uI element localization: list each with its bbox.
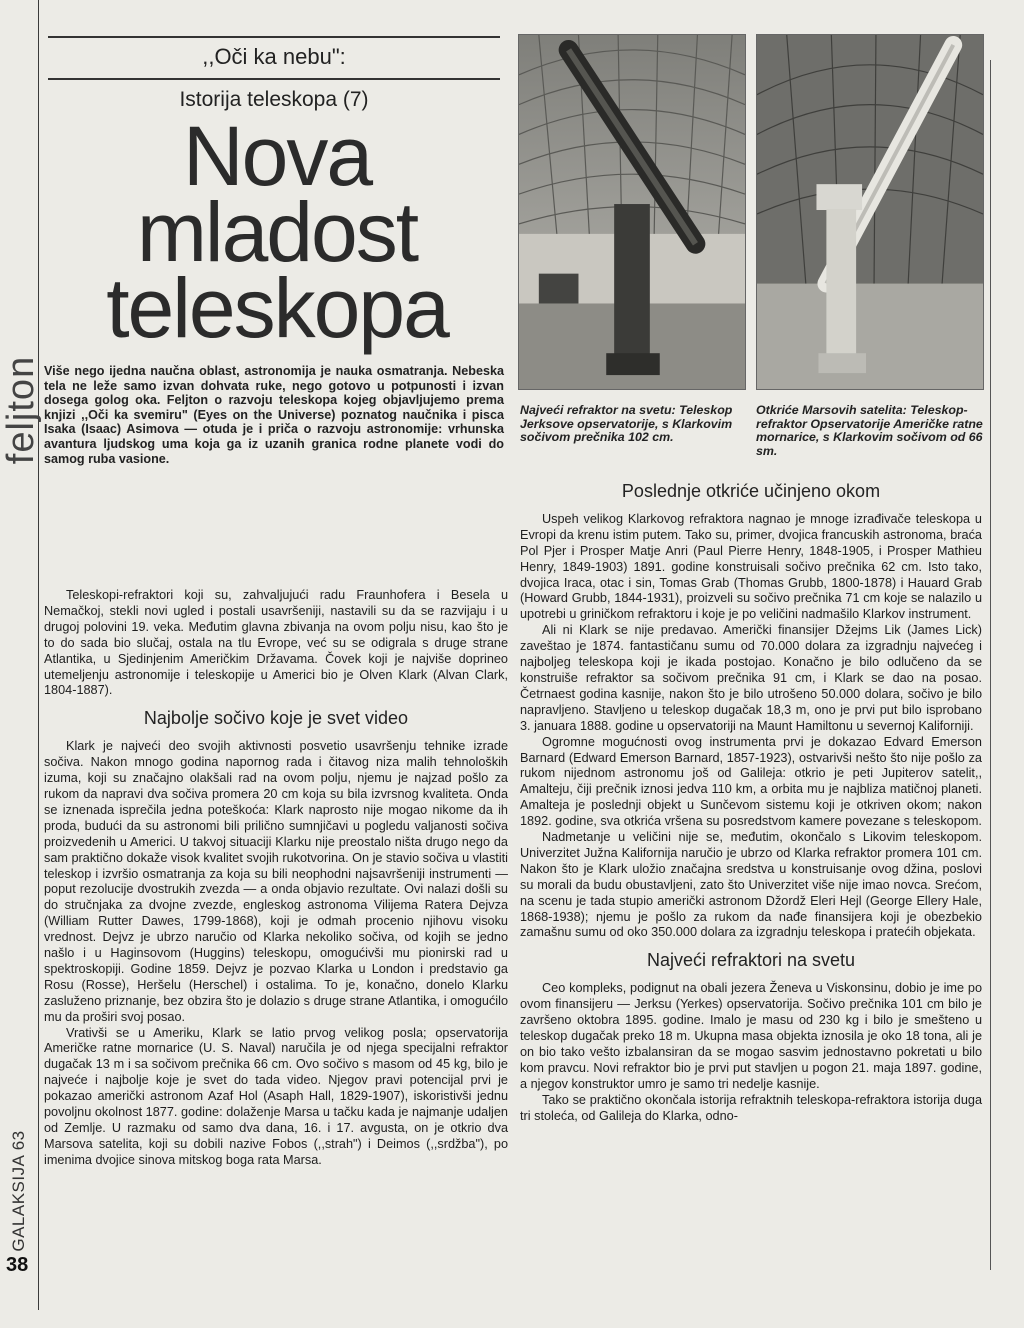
- left-paragraph-3: Vrativši se u Ameriku, Klark se latio prvog velikog posla; opservatorija Američke ratne mornarice (U. S. Naval) naručila je od njega specijalni refraktor dugačak 13 m i sa sočivom prečnika 66 cm. Ovo sočivo s masom od 45 kg, bilo je najveće i najbolje koje je svet do tada video. Njegov pravi potencijal prvi je pokazao američki astronom Azaf Hol (Asaph Hall, 1829-1907), iskoristivši jednu povoljnu okolnost 1877. godine: dolaženje Marsa u tačku kada je najmanje udaljen od Zemlje. U razmaku od samo dva dana, 16. i 17. avgusta, on je otkrio dva Marsova satelita, koji su dobili nazive Fobos (,,strah") i Deimos (,,srdžba"), po imenima dvojice sinova mitskog boga rata Marsa.: [44, 1025, 508, 1167]
- headline-line-2: mladost: [136, 185, 418, 279]
- lede-paragraph: Više nego ijedna naučna oblast, astronomija je nauka osmatranja. Nebeska tela ne leže samo izvan dohvata ruke, nego gotovo u potpunosti i izvan dosega golog oka. Feljton o razvoju teleskopa kojeg objavljujemo prema knjizi ,,Oči ka svemiru" (Eyes on the Universe) poznatog naučnika i pisca Isaka (Isaac) Asimova — otuda je i priča o razvoju astronomije: vrhunska avantura ljudskog uma koja ga iz uzanih granica rodne planete vodi do samog ruba vasione.: [44, 364, 504, 466]
- photo-naval-telescope: [756, 34, 984, 390]
- right-paragraph-1: Uspeh velikog Klarkovog refraktora nagnao je mnoge izrađivače teleskopa u Evropi da krenu istim putem. Tako su, primer, dvojica francuskih astronoma, braća Pol Pjer i Prosper Matje Anri (Paul Pierre Henry, 1848-1905, i Prosper Mathieu Henry, 1849-1903) 1891. godine konstruisali sočivo prečnika 62 cm. Isto tako, dvojica Iraca, otac i sin, Tomas Grab (Thomas Grubb, 1800-1878) i Hauard Grab (Howard Grubb, 1844-1931), proizveli su sočivo prečnika 71 cm koje se nalazilo u upotrebi u griničkom refraktoru i koje je po veličini nadmašilo Klarkov instrument.: [520, 511, 982, 622]
- subhead-best-lens: Najbolje sočivo koje je svet video: [143, 708, 409, 729]
- headline-line-1: Nova: [182, 109, 372, 203]
- photo-caption-naval: Otkriće Marsovih satelita: Teleskop-refraktor Opservatorije Američke ratne mornarice, s Klarkovim sočivom od 66 sm.: [756, 403, 983, 458]
- right-column: [520, 478, 982, 1124]
- yerkes-telescope-image: [519, 35, 745, 389]
- naval-telescope-image: [757, 35, 983, 389]
- right-margin-rule: [990, 60, 991, 1270]
- masthead-rule-top: [48, 36, 500, 38]
- right-paragraph-4: Nadmetanje u veličini nije se, međutim, okončalo s Likovim teleskopom. Univerzitet Južna Kalifornija naručio je ubrzo od Klarka refraktor promera 101 cm. Nakon što je Klark uložio značajna sredstva u konstruisanje ovog džina, poslovi su morali da budu obustavljeni, zato što Univerzitet više nije imao novca. Srećom, na scenu je tada stupio američki astronom Džordž Eleri Hejl (George Ellery Hale, 1868-1938); njemu je pošlo za rukom da nađe finansijera koji je obezbekio zamašnu sumu od oko 350.000 dolara za izgradnju teleskopa i pratećih objekata.: [520, 830, 982, 940]
- headline: [48, 109, 506, 355]
- left-paragraph-1: Teleskopi-refraktori koji su, zahvaljujući radu Fraunhofera i Besela u Nemačkoj, stekli novi ugled i postali usavršeniji, nastavili su da se razvijaju i u drugoj polovini 19. veka. Međutim glavna zbivanja na ovom polju nisu, kao što je to do sada bio slučaj, ostala na tlu Evrope, već su se odigrala s druge strane Atlantika, u Sjedinjenim Američkim Državama. Čovek koji je najviše doprineo utemeljenju astronomije i teleskopije u Americi bio je Olven Klark (Alvan Clark, 1804-1887).: [44, 588, 508, 698]
- right-paragraph-6: Tako se praktično okončala istorija refraktnih teleskopa-refraktora istorija duga tri stoleća, od Galileja do Klarka, odno-: [520, 1092, 982, 1123]
- right-paragraph-5: Ceo kompleks, podignut na obali jezera Ženeva u Viskonsinu, dobio je ime po ovom finansijeru — Jerksu (Yerkes) opservatorija. Sočivo prečnika 101 cm bilo je završeno oktobra 1895. godine. Imalo je masu od 230 kg i bilo je smešteno u teleskop dugačak preko 18 m. Ukupna masa objekta iznosila je oko 18 tona, ali je on bio tako vešto izbalansiran da se mogao sasvim jednostavno pokretati u bilo kom pravcu. Novi refraktor bio je prvi put stavljen u pogon 21. maja 1897. godine, a njegov konstruktor umro je samo tri nedelje kasnije.: [520, 981, 982, 1091]
- left-column: [44, 588, 508, 1169]
- series-title: Istorija teleskopa (7): [179, 88, 369, 111]
- section-label: feljton: [0, 355, 42, 465]
- headline-line-3: teleskopa: [106, 261, 448, 355]
- subhead-last-discovery: Poslednje otkriće učinjeno okom: [621, 481, 881, 501]
- kicker: ,,Oči ka nebu":: [202, 44, 346, 69]
- left-margin-rule: [38, 0, 39, 1310]
- photo-yerkes-telescope: [518, 34, 746, 390]
- right-paragraph-3: Ogromne mogućnosti ovog instrumenta prvi je dokazao Edvard Emerson Barnard (Edward Emerson Barnard, 1857-1923), ostvarivši nešto što nije pošlo za rukom nijednom astronomu još od Galileja: otkrio je peti Jupiterov satelit,, Amalteju, čiji prečnik iznosi jedva 110 km, a orbita mu je najbliza matičnoj planeti. Amalteja je poslednji objekt u Sunčevom sistemu koji je otkriven okom; nakon 1892. godine, sva otkrića vršena su posredstvom kamere povezane s teleskopom.: [520, 734, 982, 829]
- page-number: 38: [6, 1254, 29, 1276]
- subhead-largest-refractors: Najveći refraktori na svetu: [646, 950, 856, 971]
- right-paragraph-2: Ali ni Klark se nije predavao. Američki finansijer Džejms Lik (James Lick) zaveštao je 1874. fantastičanu sumu od 70.000 dolara za izgradnju najvećeg i najboljeg teleskopa koji je ikada postojao. Konačno je bilo odlučeno da se konstruiše refraktor sa sočivom prečnika 91 cm, i Klark se dao na posao. Četrnaest godina kasnije, nakon što je bilo utrošeno 50.000 dolara, sočivo je bilo napravljeno. Stavljeno u teleskop dugačak 18,3 m, ono je prvi put bilo isprobano 3. januara 1888. godine u opservatoriji na Maunt Hamiltonu u severnoj Kaliforniji.: [520, 623, 982, 733]
- left-paragraph-2: Klark je najveći deo svojih aktivnosti posvetio usavršenju tehnike izrade sočiva. Nakon mnogo godina napornog rada i čitavog niza malih tehnoloških izuma, koji su značajno olakšali rad na ovom polju, njemu je najzad pošlo za rukom da napravi dva sočiva promera 20 cm koja su bila izvrsnog kvaliteta. Onda se iznenada isprečila jedna poteškoća: Klark naprosto nije mogao nikome da ih proda, budući da su astronomi bili prilično sumnjičavi u pogledu valjanosti sočiva proizvedenih u Americi. U takvoj situaciji Klarku nije preostalo ništa drugo nego da sam praktično dokaže visok kvalitet svojih rukotvorina. On je stavio sočiva u vlastiti teleskop i izvršio osmatranja za koja su bili neophodni najsavršeniji instrumenti — poput rezolucije dvostrukih zvezda — a onda objavio rezultate. Ovi nalazi došli su do stručnjaka za dvojne zvezde, engleskog astronoma Vilijema Ratera Dejvza (William Rutter Dawes, 1799-1868), koji je odmah procenio njihovu visoku vrednost. Dejvz je ubrzo naručio od Klarka nekoliko sočiva, od kojih se jedno našlo i u Haginsovom (Huggins) teleskopu, omogućivši mu pionirski rad u spektroskopiji. Godine 1859. Dejvz je pozvao Klarka u London i predstavio ga Rosu (Rosse), Heršelu (Herschel) i ostalima. To je, konačno, donelo Klarku zasluženo priznanje, bez obzira što je dolazio s druge strane Atlantika, i omogućilo mu da proširi svoj posao.: [44, 739, 508, 1024]
- masthead-rule-middle: [48, 78, 500, 80]
- magazine-footer: GALAKSIJA 63: [9, 1130, 28, 1252]
- photo-caption-yerkes: Najveći refraktor na svetu: Teleskop Jerksove opservatorije, s Klarkovim sočivom prečnika 102 cm.: [520, 403, 733, 445]
